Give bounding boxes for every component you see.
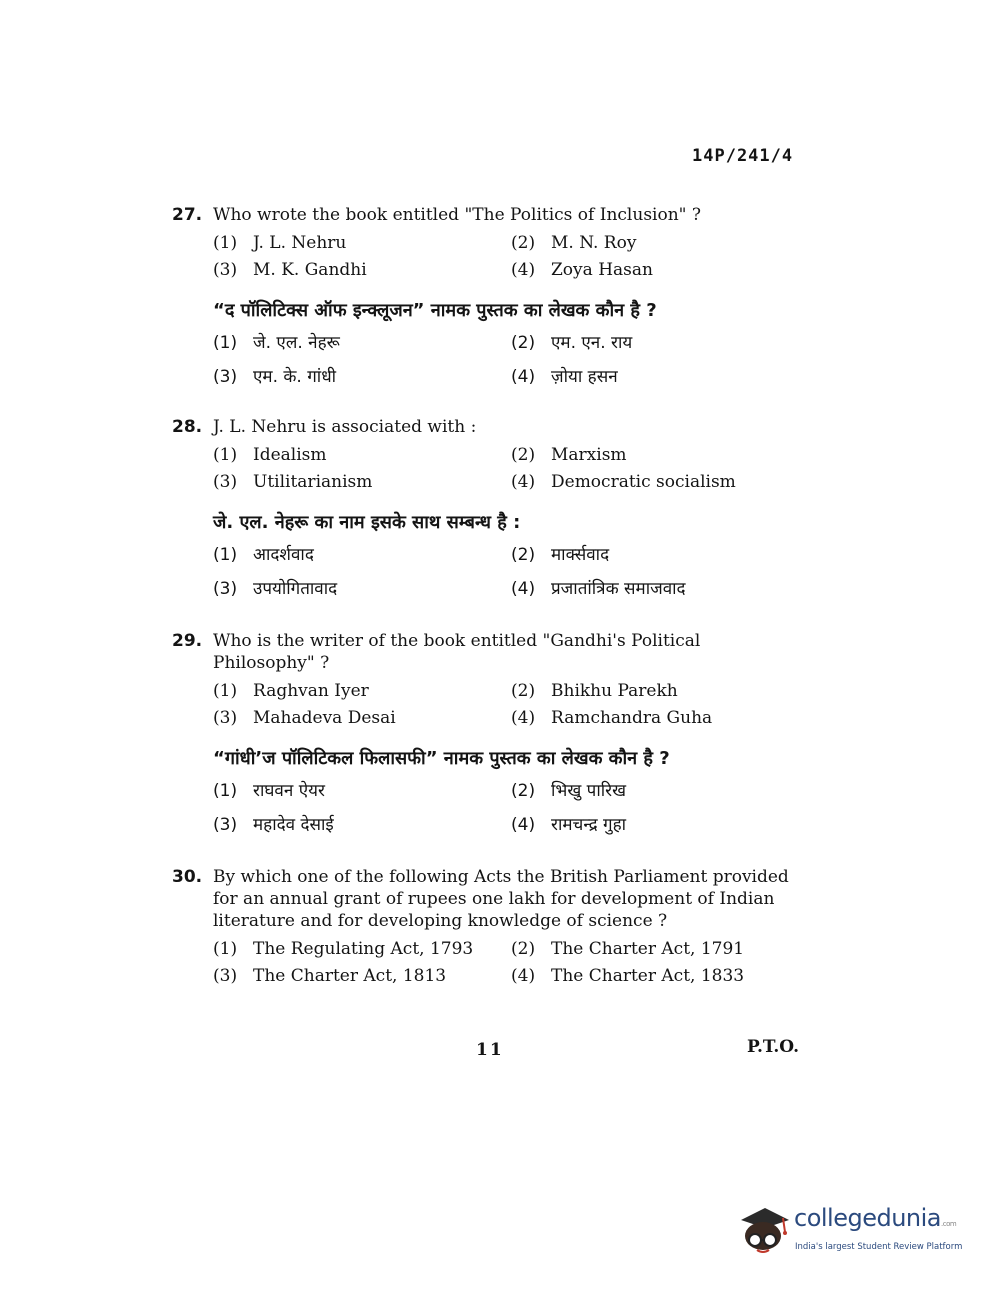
option-1: (1) J. L. Nehru [213, 233, 347, 253]
option-4-hindi: (4) ज़ोया हसन [511, 367, 618, 387]
mascot-logo-icon [735, 1198, 793, 1258]
question-number: 27. [172, 205, 203, 225]
option-1: (1) Idealism [213, 445, 327, 465]
option-3-hindi: (3) महादेव देसाई [213, 815, 334, 835]
options-english [213, 442, 804, 496]
question-number: 28. [172, 417, 203, 437]
brand-name: collegedunia [794, 1204, 942, 1232]
option-3: (3) Mahadeva Desai [213, 708, 396, 728]
option-2-hindi: (2) मार्क्सवाद [511, 545, 610, 565]
question-text: J. L. Nehru is associated with : [213, 417, 477, 437]
options-hindi [213, 326, 804, 394]
paper-code: 14P/241/4 [692, 146, 794, 166]
option-4-hindi: (4) रामचन्द्र गुहा [511, 815, 627, 835]
options-hindi [213, 774, 804, 842]
option-4: (4) Ramchandra Guha [511, 708, 713, 728]
question-text: Who wrote the book entitled "The Politics of Inclusion" ? [213, 205, 701, 225]
option-3: (3) The Charter Act, 1813 [213, 966, 447, 986]
question-text: By which one of the following Acts the British Parliament provided for an annual grant of rupees one lakh for development of Indian literature and for developing knowledge of science ? [213, 867, 789, 931]
option-3-hindi: (3) उपयोगितावाद [213, 579, 338, 599]
option-1-hindi: (1) जे. एल. नेहरू [213, 333, 340, 353]
option-2: (2) The Charter Act, 1791 [511, 939, 745, 959]
option-4: (4) Democratic socialism [511, 472, 736, 492]
option-2-hindi: (2) भिखु पारिख [511, 781, 626, 801]
option-4-hindi: (4) प्रजातांत्रिक समाजवाद [511, 579, 686, 599]
question-stem [172, 416, 804, 438]
options-hindi [213, 538, 804, 606]
collegedunia-watermark [735, 1198, 965, 1258]
page-number: 11 [476, 1040, 504, 1060]
option-2: (2) M. N. Roy [511, 233, 637, 253]
option-3-hindi: (3) एम. के. गांधी [213, 367, 337, 387]
pto-label: P.T.O. [747, 1037, 799, 1057]
question-29 [172, 630, 804, 842]
question-stem [172, 630, 804, 674]
option-1: (1) The Regulating Act, 1793 [213, 939, 474, 959]
option-3: (3) Utilitarianism [213, 472, 373, 492]
option-2: (2) Bhikhu Parekh [511, 681, 678, 701]
question-stem [172, 204, 804, 226]
option-4: (4) The Charter Act, 1833 [511, 966, 745, 986]
options-english [213, 230, 804, 284]
question-text-hindi: जे. एल. नेहरू का नाम इसके साथ सम्बन्ध है : [213, 512, 521, 533]
option-1-hindi: (1) आदर्शवाद [213, 545, 314, 565]
options-english [213, 936, 804, 990]
question-number: 29. [172, 631, 203, 651]
option-3: (3) M. K. Gandhi [213, 260, 367, 280]
question-text-hindi: “द पॉलिटिक्स ऑफ इन्क्लूजन” नामक पुस्तक का लेखक कौन है ? [213, 300, 657, 321]
option-4: (4) Zoya Hasan [511, 260, 653, 280]
question-27 [172, 204, 804, 394]
brand-tagline: India's largest Student Review Platform [795, 1242, 963, 1252]
question-28 [172, 416, 804, 606]
brand-suffix: .com [941, 1220, 957, 1228]
question-30 [172, 866, 804, 990]
option-1-hindi: (1) राघवन ऐयर [213, 781, 325, 801]
question-text-hindi: “गांधी’ज पॉलिटिकल फिलासफी” नामक पुस्तक का लेखक कौन है ? [213, 748, 670, 769]
question-text: Who is the writer of the book entitled "Gandhi's Political Philosophy" ? [213, 631, 701, 673]
option-2-hindi: (2) एम. एन. राय [511, 333, 633, 353]
option-1: (1) Raghvan Iyer [213, 681, 369, 701]
option-2: (2) Marxism [511, 445, 627, 465]
question-number: 30. [172, 867, 203, 887]
options-english [213, 678, 804, 732]
question-stem [172, 866, 804, 932]
